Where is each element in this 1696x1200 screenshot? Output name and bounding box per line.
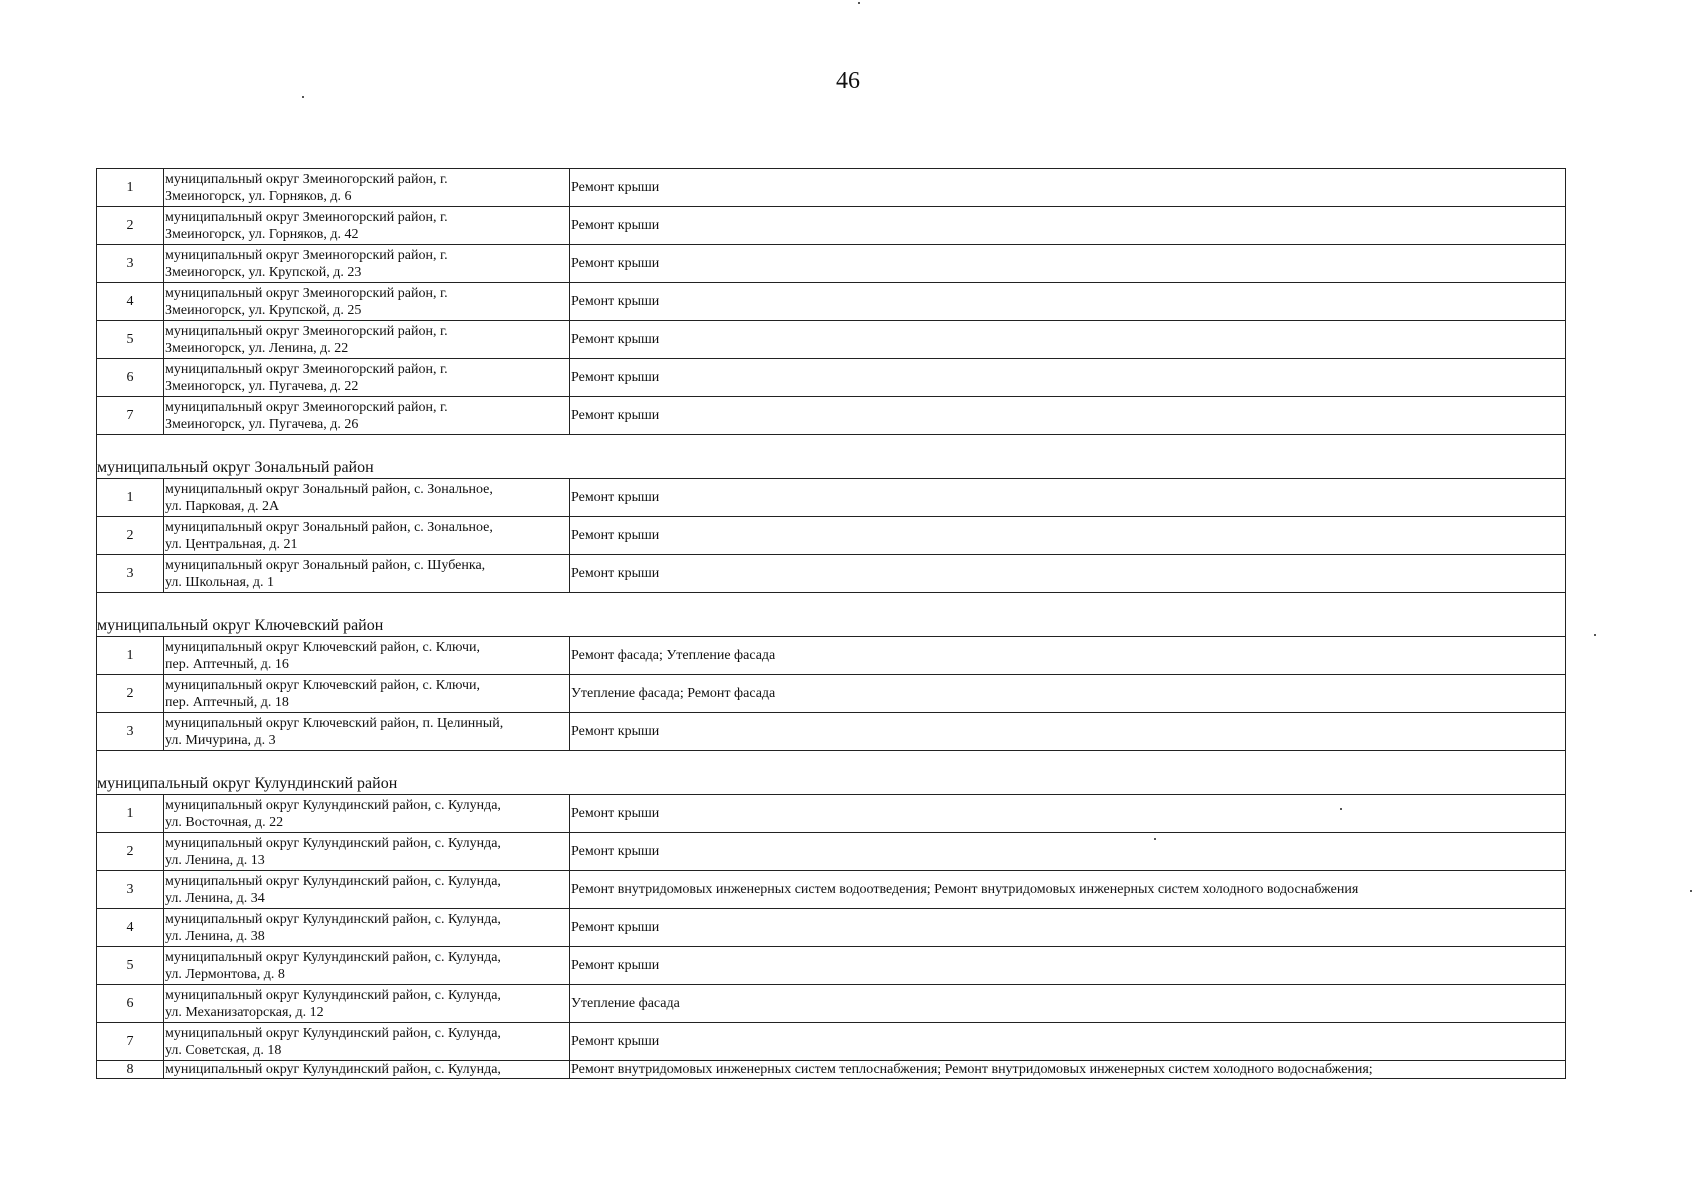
- table-row: [97, 947, 1566, 985]
- row-number: 5: [97, 947, 164, 985]
- work-type-cell: Ремонт крыши: [570, 947, 1566, 985]
- work-type-cell: Ремонт фасада; Утепление фасада: [570, 637, 1566, 675]
- work-type-cell: Ремонт крыши: [570, 245, 1566, 283]
- row-number: 1: [97, 169, 164, 207]
- district-heading: муниципальный округ Зональный район: [97, 435, 1566, 479]
- address-cell: муниципальный округ Змеиногорский район, г. Змеиногорск, ул. Ленина, д. 22: [164, 321, 570, 359]
- table-row: [97, 675, 1566, 713]
- work-type-cell: Ремонт крыши: [570, 169, 1566, 207]
- row-number: 2: [97, 675, 164, 713]
- scan-speck: [858, 2, 860, 4]
- work-type-cell: Ремонт крыши: [570, 283, 1566, 321]
- work-type-cell: Ремонт крыши: [570, 359, 1566, 397]
- table-row: [97, 833, 1566, 871]
- work-type-cell: Утепление фасада; Ремонт фасада: [570, 675, 1566, 713]
- work-type-cell: Ремонт крыши: [570, 517, 1566, 555]
- work-type-cell: Ремонт крыши: [570, 1023, 1566, 1061]
- address-cell: муниципальный округ Змеиногорский район, г. Змеиногорск, ул. Горняков, д. 6: [164, 169, 570, 207]
- work-type-cell: Ремонт крыши: [570, 321, 1566, 359]
- work-type-cell: Ремонт крыши: [570, 713, 1566, 751]
- work-type-cell: Ремонт крыши: [570, 795, 1566, 833]
- address-cell: муниципальный округ Змеиногорский район, г. Змеиногорск, ул. Крупской, д. 25: [164, 283, 570, 321]
- address-cell: муниципальный округ Ключевский район, п. Целинный, ул. Мичурина, д. 3: [164, 713, 570, 751]
- row-number: 3: [97, 555, 164, 593]
- table-row: [97, 517, 1566, 555]
- work-type-cell: Ремонт внутридомовых инженерных систем водоотведения; Ремонт внутридомовых инженерных систем холодного водоснабжения: [570, 871, 1566, 909]
- table-row: [97, 871, 1566, 909]
- address-cell: муниципальный округ Зональный район, с. Зональное, ул. Центральная, д. 21: [164, 517, 570, 555]
- row-number: 7: [97, 397, 164, 435]
- address-cell: муниципальный округ Змеиногорский район, г. Змеиногорск, ул. Крупской, д. 23: [164, 245, 570, 283]
- address-cell: муниципальный округ Змеиногорский район, г. Змеиногорск, ул. Горняков, д. 42: [164, 207, 570, 245]
- row-number: 1: [97, 795, 164, 833]
- table-row: [97, 985, 1566, 1023]
- address-cell: муниципальный округ Зональный район, с. Зональное, ул. Парковая, д. 2А: [164, 479, 570, 517]
- row-number: 8: [97, 1061, 164, 1079]
- address-cell: муниципальный округ Ключевский район, с. Ключи, пер. Аптечный, д. 18: [164, 675, 570, 713]
- work-type-cell: Ремонт внутридомовых инженерных систем теплоснабжения; Ремонт внутридомовых инженерных систем холодного водоснабжения;: [570, 1061, 1566, 1079]
- table-row: [97, 169, 1566, 207]
- row-number: 3: [97, 871, 164, 909]
- work-type-cell: Ремонт крыши: [570, 479, 1566, 517]
- district-heading-row: [97, 593, 1566, 637]
- page-number: 46: [836, 68, 860, 94]
- row-number: 4: [97, 283, 164, 321]
- row-number: 2: [97, 517, 164, 555]
- district-heading-row: [97, 435, 1566, 479]
- table-row: [97, 479, 1566, 517]
- work-type-cell: Ремонт крыши: [570, 207, 1566, 245]
- row-number: 2: [97, 833, 164, 871]
- table-row: [97, 713, 1566, 751]
- repair-registry-table: [96, 168, 1566, 1079]
- work-type-cell: Ремонт крыши: [570, 397, 1566, 435]
- table-row: [97, 555, 1566, 593]
- table-row: [97, 359, 1566, 397]
- address-cell: муниципальный округ Кулундинский район, с. Кулунда, ул. Восточная, д. 22: [164, 795, 570, 833]
- table-row: [97, 909, 1566, 947]
- table-row: [97, 397, 1566, 435]
- district-heading: муниципальный округ Кулундинский район: [97, 751, 1566, 795]
- address-cell: муниципальный округ Кулундинский район, с. Кулунда, ул. Ленина, д. 13: [164, 833, 570, 871]
- table-row: [97, 795, 1566, 833]
- table-row: [97, 1023, 1566, 1061]
- row-number: 4: [97, 909, 164, 947]
- work-type-cell: Ремонт крыши: [570, 555, 1566, 593]
- work-type-cell: Ремонт крыши: [570, 833, 1566, 871]
- row-number: 3: [97, 713, 164, 751]
- work-type-cell: Утепление фасада: [570, 985, 1566, 1023]
- scan-speck: [1594, 634, 1596, 636]
- row-number: 6: [97, 359, 164, 397]
- address-cell: муниципальный округ Кулундинский район, с. Кулунда, ул. Советская, д. 18: [164, 1023, 570, 1061]
- district-heading-row: [97, 751, 1566, 795]
- work-type-cell: Ремонт крыши: [570, 909, 1566, 947]
- address-cell: муниципальный округ Зональный район, с. Шубенка, ул. Школьная, д. 1: [164, 555, 570, 593]
- address-cell: муниципальный округ Кулундинский район, с. Кулунда, ул. Механизаторская, д. 12: [164, 985, 570, 1023]
- address-cell: муниципальный округ Змеиногорский район, г. Змеиногорск, ул. Пугачева, д. 22: [164, 359, 570, 397]
- address-cell: муниципальный округ Кулундинский район, с. Кулунда, ул. Ленина, д. 34: [164, 871, 570, 909]
- district-heading: муниципальный округ Ключевский район: [97, 593, 1566, 637]
- row-number: 3: [97, 245, 164, 283]
- table-row: [97, 321, 1566, 359]
- table-row: [97, 207, 1566, 245]
- scan-speck: [302, 96, 304, 98]
- table-row: [97, 245, 1566, 283]
- row-number: 7: [97, 1023, 164, 1061]
- address-cell: муниципальный округ Кулундинский район, с. Кулунда, ул. Лермонтова, д. 8: [164, 947, 570, 985]
- table-row: [97, 283, 1566, 321]
- row-number: 1: [97, 479, 164, 517]
- address-cell: муниципальный округ Кулундинский район, с. Кулунда, ул. Ленина, д. 38: [164, 909, 570, 947]
- address-cell: муниципальный округ Ключевский район, с. Ключи, пер. Аптечный, д. 16: [164, 637, 570, 675]
- row-number: 5: [97, 321, 164, 359]
- address-cell: муниципальный округ Змеиногорский район, г. Змеиногорск, ул. Пугачева, д. 26: [164, 397, 570, 435]
- row-number: 1: [97, 637, 164, 675]
- row-number: 2: [97, 207, 164, 245]
- address-cell: муниципальный округ Кулундинский район, с. Кулунда,: [164, 1061, 570, 1079]
- table-row: [97, 1061, 1566, 1079]
- row-number: 6: [97, 985, 164, 1023]
- table-row: [97, 637, 1566, 675]
- scan-speck: [1690, 890, 1692, 892]
